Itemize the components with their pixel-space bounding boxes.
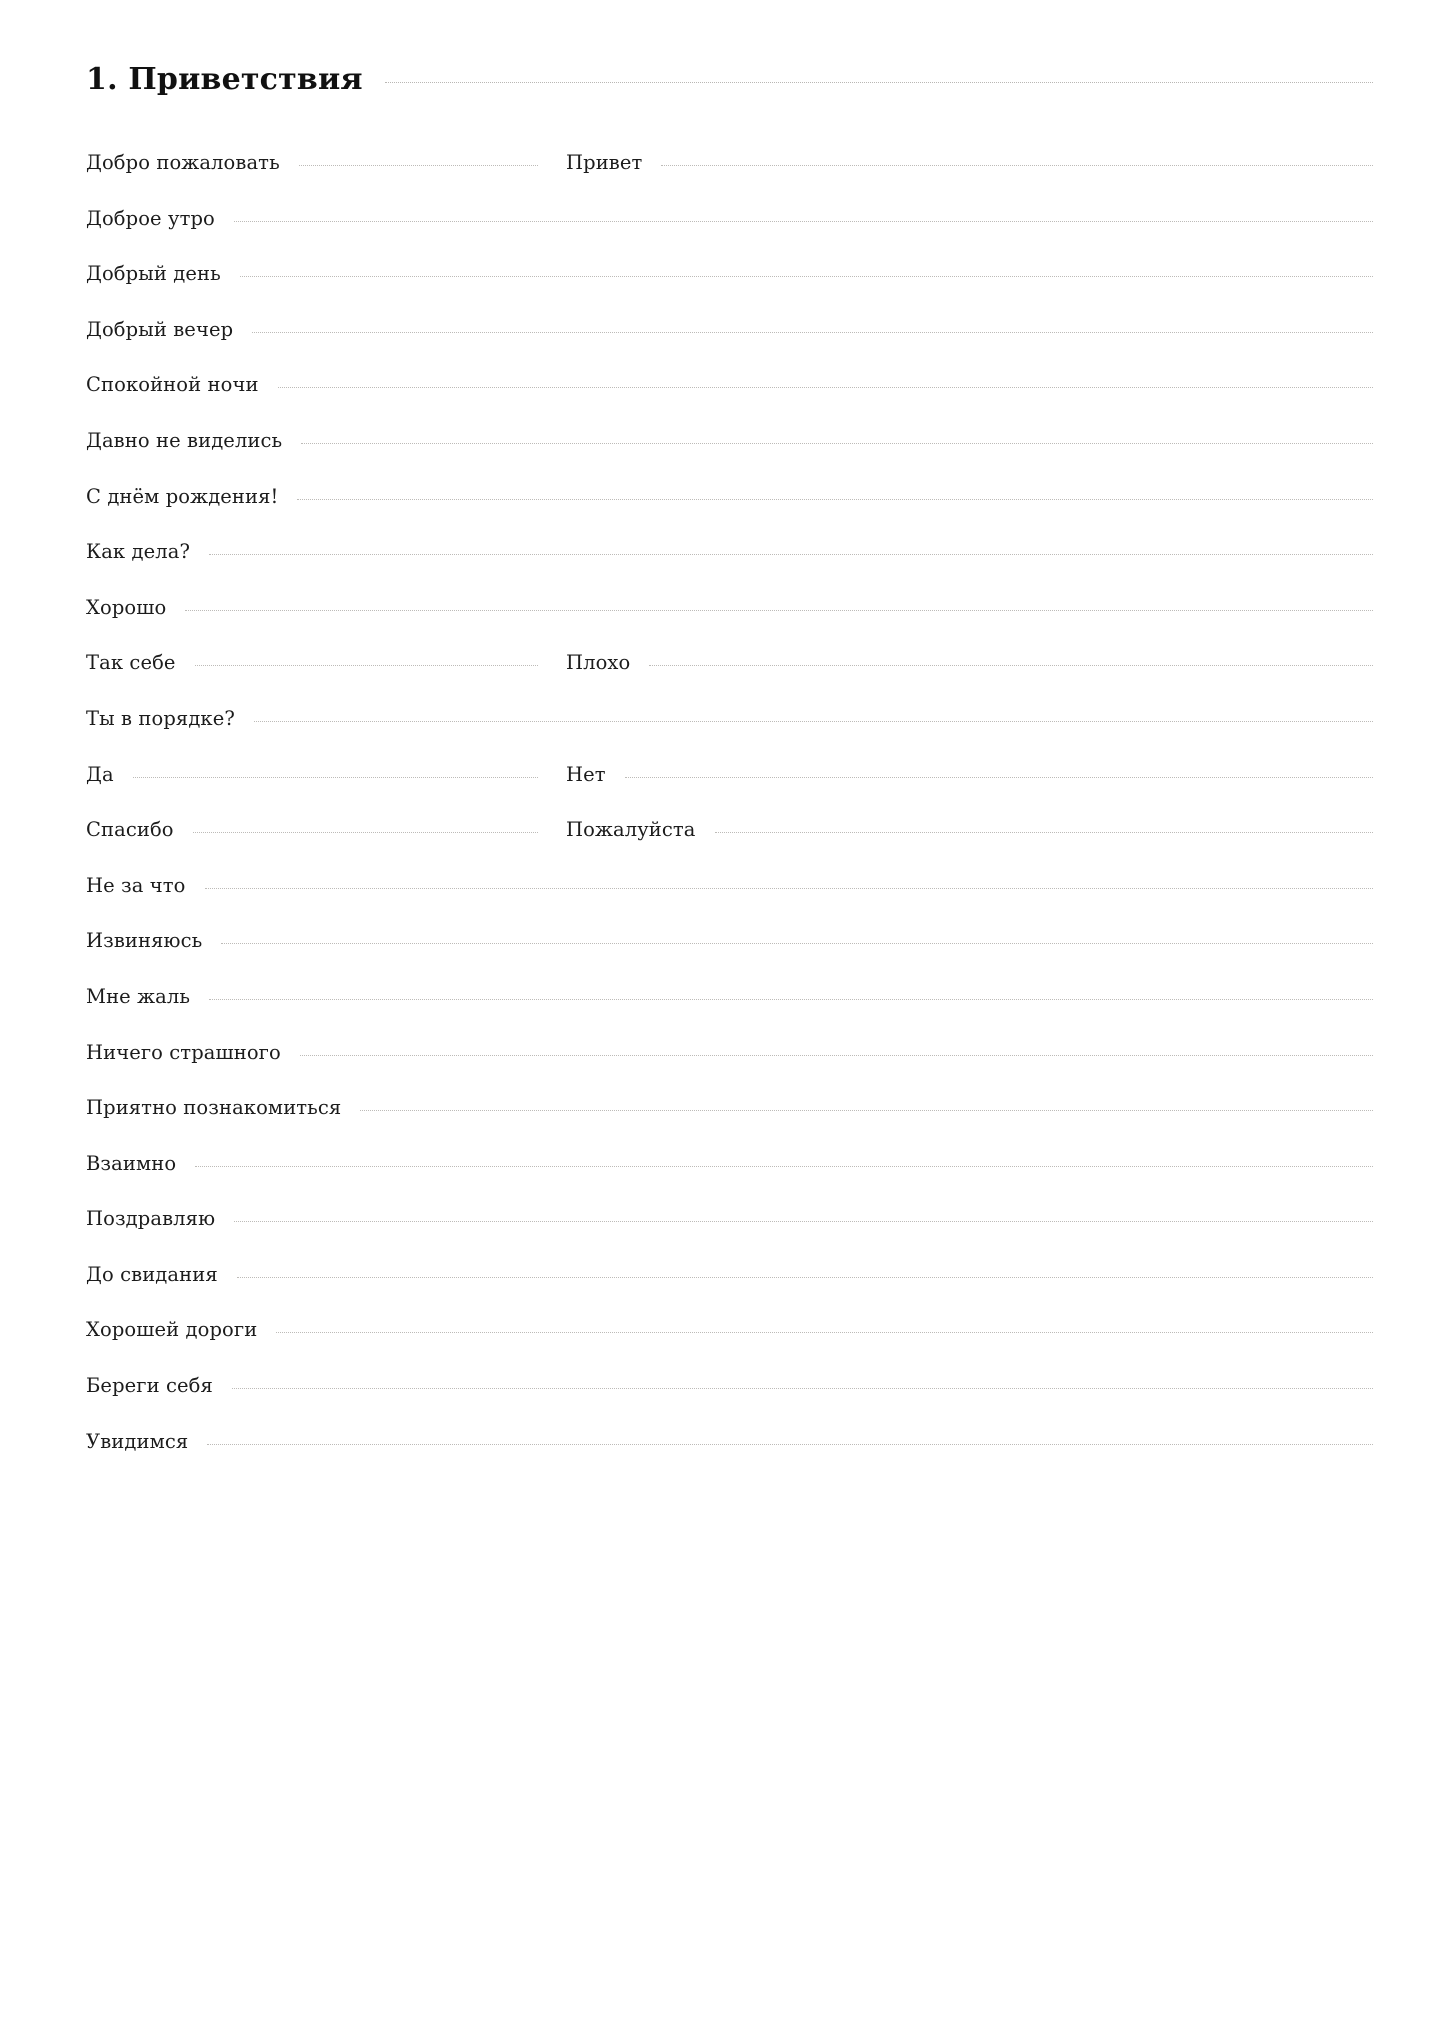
answer-blank-line[interactable]: [299, 165, 538, 166]
term-label: Плохо: [566, 651, 631, 675]
vocabulary-row: [86, 1041, 1373, 1097]
vocabulary-entry-right: [566, 151, 1373, 174]
answer-blank-line[interactable]: [240, 276, 1373, 277]
vocabulary-entry-left: [86, 985, 1373, 1008]
term-label: Добрый вечер: [86, 317, 234, 341]
vocabulary-entry-left: [86, 1430, 1373, 1453]
vocabulary-row: [86, 485, 1373, 541]
title-dotted-rule: [385, 82, 1373, 83]
term-label: Нет: [566, 762, 606, 786]
vocabulary-entry-left: [86, 151, 566, 174]
answer-blank-line[interactable]: [234, 1221, 1373, 1222]
vocabulary-row: [86, 1318, 1373, 1374]
term-label: Так себе: [86, 651, 176, 675]
vocabulary-entry-right: [566, 818, 1373, 841]
answer-blank-line[interactable]: [661, 165, 1373, 166]
vocabulary-entry-left: [86, 373, 1373, 396]
answer-blank-line[interactable]: [360, 1110, 1373, 1111]
vocabulary-row: [86, 1430, 1373, 1486]
vocabulary-row: [86, 651, 1373, 707]
answer-blank-line[interactable]: [232, 1388, 1373, 1389]
term-label: Привет: [566, 151, 643, 174]
answer-blank-line[interactable]: [195, 665, 538, 666]
term-label: Да: [86, 762, 114, 786]
answer-blank-line[interactable]: [276, 1332, 1373, 1333]
vocabulary-entry-right: [566, 651, 1373, 674]
vocabulary-row: [86, 540, 1373, 596]
term-label: Поздравляю: [86, 1207, 216, 1231]
term-label: Ничего страшного: [86, 1040, 281, 1064]
answer-blank-line[interactable]: [254, 721, 1373, 722]
term-label: Приятно познакомиться: [86, 1096, 342, 1120]
term-label: Мне жаль: [86, 984, 191, 1008]
term-label: Береги себя: [86, 1374, 213, 1398]
vocabulary-row: [86, 318, 1373, 374]
term-label: Добро пожаловать: [86, 151, 280, 174]
vocabulary-row: [86, 1374, 1373, 1430]
vocabulary-entry-left: [86, 485, 1373, 508]
answer-blank-line[interactable]: [278, 387, 1373, 388]
answer-blank-line[interactable]: [209, 554, 1373, 555]
term-label: Спасибо: [86, 818, 174, 842]
answer-blank-line[interactable]: [133, 777, 538, 778]
vocabulary-entry-left: [86, 596, 1373, 619]
vocabulary-list: [86, 151, 1373, 1485]
answer-blank-line[interactable]: [625, 777, 1373, 778]
vocabulary-entry-left: [86, 1041, 1373, 1064]
page-title: [86, 62, 1373, 97]
term-label: Увидимся: [86, 1429, 189, 1453]
vocabulary-entry-left: [86, 929, 1373, 952]
page-title-text: 1. Приветствия: [86, 62, 363, 97]
answer-blank-line[interactable]: [300, 1055, 1373, 1056]
term-label: Хорошо: [86, 595, 167, 619]
term-label: Взаимно: [86, 1151, 177, 1175]
vocabulary-row: [86, 1263, 1373, 1319]
vocabulary-entry-left: [86, 1152, 1373, 1175]
term-label: До свидания: [86, 1262, 218, 1286]
vocabulary-entry-left: [86, 651, 566, 674]
vocabulary-row: [86, 818, 1373, 874]
term-label: Давно не виделись: [86, 428, 283, 452]
answer-blank-line[interactable]: [237, 1277, 1373, 1278]
answer-blank-line[interactable]: [301, 443, 1373, 444]
answer-blank-line[interactable]: [252, 332, 1373, 333]
vocabulary-entry-left: [86, 318, 1373, 341]
answer-blank-line[interactable]: [193, 832, 538, 833]
term-label: Спокойной ночи: [86, 373, 259, 397]
vocabulary-row: [86, 151, 1373, 207]
term-label: Добрый день: [86, 262, 221, 286]
vocabulary-entry-left: [86, 1374, 1373, 1397]
term-label: Как дела?: [86, 540, 191, 564]
vocabulary-row: [86, 929, 1373, 985]
term-label: Хорошей дороги: [86, 1318, 258, 1342]
vocabulary-entry-left: [86, 763, 566, 786]
answer-blank-line[interactable]: [195, 1166, 1373, 1167]
vocabulary-row: [86, 429, 1373, 485]
answer-blank-line[interactable]: [207, 1444, 1373, 1445]
answer-blank-line[interactable]: [221, 943, 1373, 944]
vocabulary-entry-right: [566, 763, 1373, 786]
vocabulary-row: [86, 262, 1373, 318]
vocabulary-entry-left: [86, 1096, 1373, 1119]
vocabulary-row: [86, 1207, 1373, 1263]
vocabulary-entry-left: [86, 707, 1373, 730]
answer-blank-line[interactable]: [234, 221, 1373, 222]
answer-blank-line[interactable]: [209, 999, 1373, 1000]
answer-blank-line[interactable]: [649, 665, 1373, 666]
term-label: Пожалуйста: [566, 818, 696, 842]
vocabulary-row: [86, 1152, 1373, 1208]
term-label: Не за что: [86, 873, 186, 897]
vocabulary-entry-left: [86, 874, 1373, 897]
term-label: Доброе утро: [86, 206, 215, 230]
vocabulary-row: [86, 373, 1373, 429]
term-label: Извиняюсь: [86, 929, 203, 953]
vocabulary-entry-left: [86, 1318, 1373, 1341]
vocabulary-entry-left: [86, 1263, 1373, 1286]
vocabulary-row: [86, 596, 1373, 652]
answer-blank-line[interactable]: [185, 610, 1373, 611]
vocabulary-row: [86, 985, 1373, 1041]
vocabulary-row: [86, 874, 1373, 930]
vocabulary-entry-left: [86, 207, 1373, 230]
answer-blank-line[interactable]: [297, 499, 1373, 500]
vocabulary-row: [86, 707, 1373, 763]
vocabulary-entry-left: [86, 540, 1373, 563]
answer-blank-line[interactable]: [205, 888, 1373, 889]
vocabulary-row: [86, 207, 1373, 263]
vocabulary-entry-left: [86, 429, 1373, 452]
answer-blank-line[interactable]: [715, 832, 1373, 833]
vocabulary-row: [86, 1096, 1373, 1152]
vocabulary-entry-left: [86, 818, 566, 841]
vocabulary-row: [86, 763, 1373, 819]
vocabulary-entry-left: [86, 1207, 1373, 1230]
term-label: Ты в порядке?: [86, 706, 235, 730]
term-label: С днём рождения!: [86, 484, 279, 508]
vocabulary-entry-left: [86, 262, 1373, 285]
